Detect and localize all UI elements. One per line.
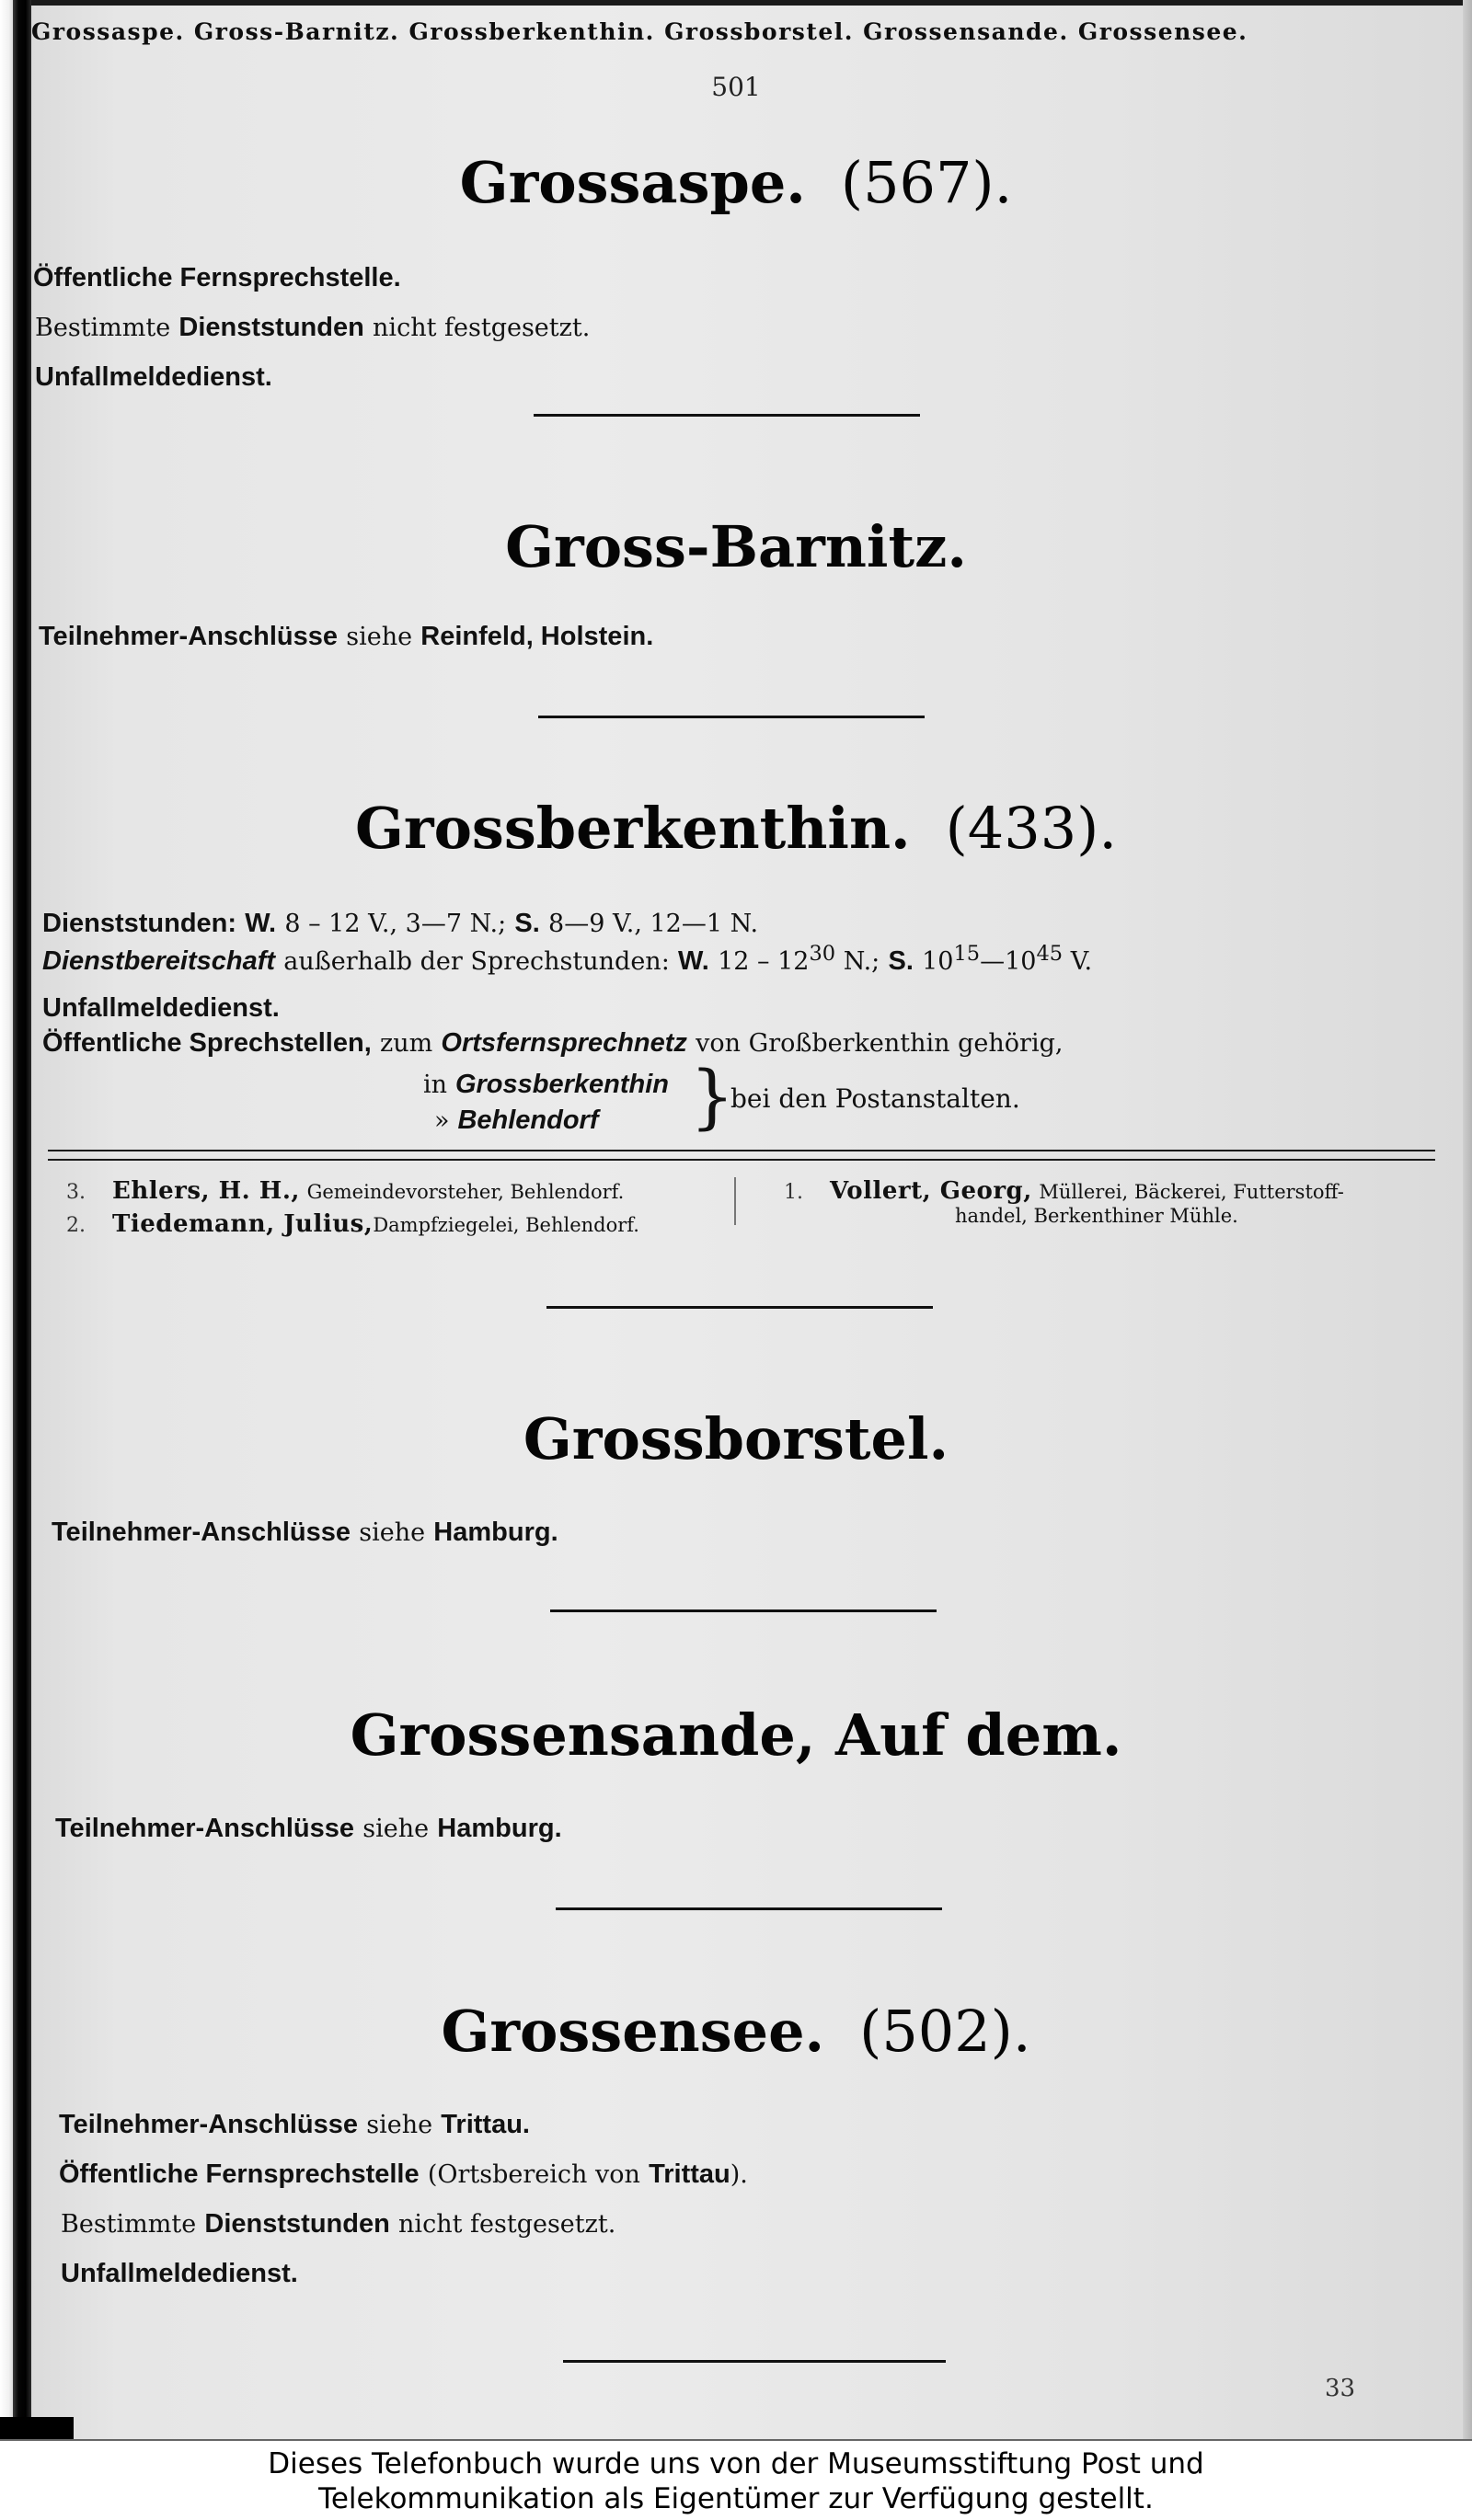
brace-place-1: Grossberkenthin (454, 1070, 669, 1099)
list-item (66, 1208, 639, 1242)
heading-grossaspe (0, 149, 1472, 216)
subscriber-list-left (66, 1175, 639, 1242)
section-rule (546, 1306, 933, 1309)
readiness-sunday-mid: —10 (980, 947, 1037, 976)
grossensee-reference: Trittau. (441, 2110, 530, 2139)
grossaspe-hours-text: nicht festgesetzt. (373, 314, 591, 342)
running-head: Grossaspe. Gross-Barnitz. Grossberkenthin. Grossborstel. Grossensande. Grossensee. (31, 18, 1248, 45)
grossaspe-hours-label: Dienststunden (178, 313, 364, 342)
brace-in: in (423, 1071, 448, 1099)
heading-grossberkenthin (0, 795, 1472, 862)
subscriber-name: Ehlers, H. H., (112, 1177, 300, 1205)
grossaspe-hours-prefix: Bestimmte (35, 314, 171, 342)
grossensee-line-3 (61, 2207, 615, 2239)
section-rule (563, 2360, 946, 2363)
grossensee-accident-service: Unfallmeldedienst. (61, 2259, 298, 2288)
grossaspe-accident-service: Unfallmeldedienst. (35, 362, 272, 392)
public-stations-label: Öffentliche Sprechstellen, (42, 1028, 372, 1058)
readiness-sunday-sup1: 15 (953, 942, 981, 966)
gross-barnitz-subscribers-label: Teilnehmer-Anschlüsse (39, 622, 339, 651)
readiness-text: außerhalb der Sprechstunden: (283, 947, 670, 976)
public-stations-brace (423, 1055, 1067, 1140)
readiness-weekday-time (718, 942, 880, 976)
heading-grossensande-title: Grossensande, Auf dem. (350, 1701, 1122, 1769)
heading-grossensee-number: (502). (859, 1998, 1031, 2065)
page-number: 501 (711, 72, 761, 102)
spine-foot (0, 2417, 74, 2439)
grossensee-area-town: Trittau (649, 2159, 730, 2189)
grossensande-see: siehe (362, 1815, 430, 1843)
public-stations-network: Ortsfernsprechnetz (441, 1028, 687, 1058)
brace-place-row-2 (423, 1103, 669, 1139)
grossensee-hours-text: nicht festgesetzt. (398, 2210, 616, 2239)
heading-gross-barnitz (0, 513, 1472, 580)
brace-text: bei den Postanstalten. (730, 1083, 1020, 1114)
readiness-sunday-start: 10 (922, 947, 954, 976)
grossensee-see: siehe (366, 2111, 433, 2139)
brace-place-2: Behlendorf (457, 1105, 599, 1135)
subscriber-name: Vollert, Georg, (830, 1177, 1032, 1205)
grossaspe-line-3 (35, 361, 272, 393)
provenance-footer (0, 2439, 1472, 2520)
column-separator (734, 1177, 736, 1225)
subscriber-desc-cont: handel, Berkenthiner Mühle. (955, 1205, 1238, 1227)
page-edge (1463, 0, 1472, 2439)
footer-line-1: Dieses Telefonbuch wurde uns von der Museumsstiftung Post und (268, 2447, 1204, 2480)
grossborstel-reference: Hamburg. (433, 1518, 558, 1547)
grossensee-area-close: ). (730, 2160, 748, 2189)
grossberkenthin-readiness (42, 942, 1092, 977)
subscriber-number: 1. (784, 1181, 803, 1204)
grossensee-line-1 (59, 2108, 530, 2140)
heading-grossborstel-title: Grossborstel. (523, 1405, 949, 1472)
readiness-sunday-time (922, 942, 1093, 976)
heading-grossensee-title: Grossensee. (441, 1998, 825, 2065)
grossaspe-public-station: Öffentliche Fernsprechstelle. (33, 263, 401, 292)
grossensee-area-prefix: (Ortsbereich von (427, 2160, 640, 2189)
gross-barnitz-line-1 (39, 620, 653, 652)
heading-gross-barnitz-title: Gross-Barnitz. (505, 513, 967, 580)
section-rule (534, 414, 920, 417)
hours-sunday-text: 8—9 V., 12—1 N. (548, 910, 759, 938)
section-rule (556, 1907, 942, 1910)
readiness-label: Dienstbereitschaft (42, 946, 276, 976)
readiness-sunday-label: S. (888, 946, 914, 976)
top-frame (0, 0, 1472, 6)
footer-line-2: Telekommunikation als Eigentümer zur Verfügung gestellt. (318, 2482, 1154, 2515)
grossensande-line-1 (55, 1812, 562, 1844)
subscriber-rule (48, 1150, 1435, 1161)
grossberkenthin-accident (42, 991, 280, 1024)
grossensee-line-4 (61, 2257, 298, 2289)
grossborstel-subscribers-label: Teilnehmer-Anschlüsse (52, 1518, 351, 1547)
subscriber-list-right (784, 1175, 1344, 1231)
brace-places (423, 1067, 669, 1139)
public-stations-text: von Großberkenthin gehörig, (696, 1029, 1064, 1058)
hours-sunday-label: S. (514, 909, 540, 938)
grossensee-hours-label: Dienststunden (204, 2209, 390, 2239)
section-rule (550, 1609, 937, 1612)
hours-weekday-text: 8 – 12 V., 3—7 N.; (284, 910, 507, 938)
grossensande-reference: Hamburg. (437, 1814, 562, 1843)
heading-grossberkenthin-title: Grossberkenthin. (354, 795, 911, 862)
grossensee-line-2 (59, 2158, 748, 2190)
grossensande-subscribers-label: Teilnehmer-Anschlüsse (55, 1814, 355, 1843)
brace-icon: } (690, 1055, 735, 1137)
subscriber-desc: Gemeindevorsteher, Behlendorf. (306, 1181, 625, 1203)
readiness-sunday-end: V. (1070, 947, 1093, 976)
readiness-weekday-start: 12 – 12 (718, 947, 810, 976)
grossaspe-line-1 (33, 261, 401, 293)
book-spine (13, 0, 31, 2439)
public-stations-zum: zum (379, 1029, 433, 1058)
readiness-weekday-label: W. (678, 946, 709, 976)
heading-grossberkenthin-number: (433). (945, 795, 1118, 862)
gross-barnitz-see: siehe (346, 623, 413, 651)
heading-grossensande (0, 1701, 1472, 1769)
brace-ditto-mark: » (434, 1106, 450, 1135)
brace-place-row-1 (423, 1067, 669, 1103)
subscriber-name: Tiedemann, Julius, (112, 1210, 374, 1238)
heading-grossaspe-number: (567). (840, 149, 1013, 216)
heading-grossensee (0, 1998, 1472, 2065)
heading-grossaspe-title: Grossaspe. (459, 149, 806, 216)
readiness-weekday-end: N.; (843, 947, 880, 976)
section-rule (538, 716, 925, 718)
signature-mark: 33 (1325, 2375, 1356, 2402)
grossborstel-see: siehe (359, 1518, 426, 1547)
grossberkenthin-public (42, 1026, 1063, 1059)
grossborstel-line-1 (52, 1516, 558, 1548)
readiness-sunday-sup2: 45 (1036, 942, 1064, 966)
grossberkenthin-hours (42, 907, 758, 939)
heading-grossborstel (0, 1405, 1472, 1472)
grossensee-hours-prefix: Bestimmte (61, 2210, 197, 2239)
hours-label: Dienststunden: (42, 909, 237, 938)
subscriber-number: 2. (66, 1214, 86, 1237)
subscriber-desc: Dampfziegelei, Behlendorf. (373, 1214, 639, 1236)
list-item (66, 1175, 639, 1208)
grossensee-public-station: Öffentliche Fernsprechstelle (59, 2159, 420, 2189)
subscriber-number: 3. (66, 1181, 86, 1204)
hours-weekday-label: W. (245, 909, 277, 938)
gross-barnitz-reference: Reinfeld, Holstein. (420, 622, 654, 651)
subscriber-desc: Müllerei, Bäckerei, Futterstoff- (1039, 1181, 1344, 1203)
readiness-weekday-sup: 30 (809, 942, 836, 966)
grossaspe-line-2 (35, 311, 590, 343)
accident-service: Unfallmeldedienst. (42, 993, 280, 1023)
grossensee-subscribers-label: Teilnehmer-Anschlüsse (59, 2110, 359, 2139)
